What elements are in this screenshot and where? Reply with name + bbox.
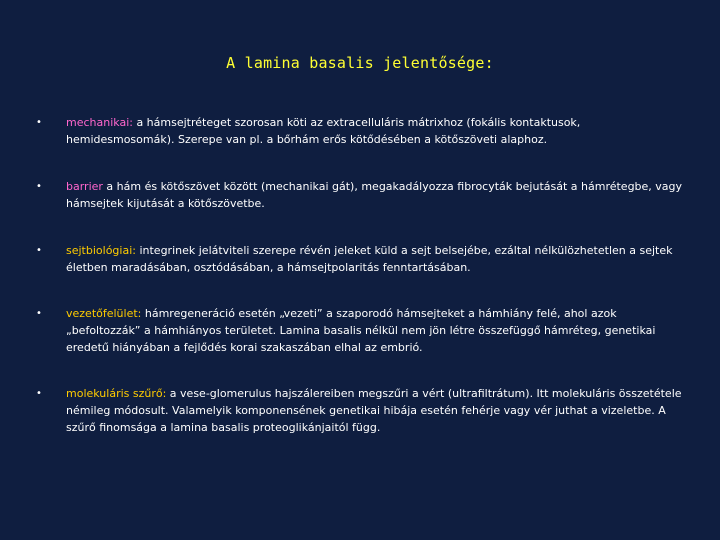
bullet-keyword: mechanikai: [66, 116, 133, 129]
bullet-item-molecular-filter [36, 385, 688, 436]
bullet-item-guiding-surface [36, 305, 688, 356]
bullet-keyword: barrier [66, 180, 103, 193]
bullet-dot-icon: • [36, 117, 42, 128]
bullet-text: a hám és kötőszövet között (mechanikai gát), megakadályozza fibrocyták bejutását a hámrétegbe, vagy hámsejtek kijutását a kötőszövetbe. [66, 180, 683, 210]
slide-title: A lamina basalis jelentősége: [226, 54, 494, 72]
bullet-keyword: vezetőfelület: [66, 307, 142, 320]
bullet-dot-icon: • [36, 245, 42, 256]
bullet-item-cellbiological [36, 242, 688, 276]
bullet-item-barrier [36, 178, 688, 212]
bullet-text: a vese-glomerulus hajszálereiben megszűri a vért (ultrafiltrátum). Itt molekuláris összetétele némileg módosult. Valamelyik komponensének genetikai hibája esetén fehérje vagy vér juthat a vizeletbe. A szűrő finomsága a lamina basalis proteoglikánjaitól függ. [66, 387, 682, 434]
bullet-list [36, 114, 688, 436]
bullet-dot-icon: • [36, 308, 42, 319]
bullet-item-mechanical [36, 114, 688, 148]
bullet-text: hámregeneráció esetén „vezeti” a szaporodó hámsejteket a hámhiány felé, ahol azok „befoltozzák” a hámhiányos területet. Lamina basalis nélkül nem jön létre összefüggő hámréteg, genetikai eredetű hiányában a fejlődés korai szakaszában elhal az embrió. [66, 307, 656, 354]
bullet-keyword: sejtbiológiai: [66, 244, 136, 257]
bullet-text: integrinek jelátviteli szerepe révén jeleket küld a sejt belsejébe, ezáltal nélkülözhetetlen a sejtek életben maradásában, osztódásában, a hámsejtpolaritás fenntartásában. [66, 244, 673, 274]
bullet-keyword: molekuláris szűrő: [66, 387, 167, 400]
bullet-dot-icon: • [36, 181, 42, 192]
bullet-dot-icon: • [36, 388, 42, 399]
bullet-text: a hámsejtréteget szorosan köti az extracelluláris mátrixhoz (fokális kontaktusok, hemidesmosomák). Szerepe van pl. a bőrhám erős kötődésében a kötőszöveti alaphoz. [66, 116, 581, 146]
